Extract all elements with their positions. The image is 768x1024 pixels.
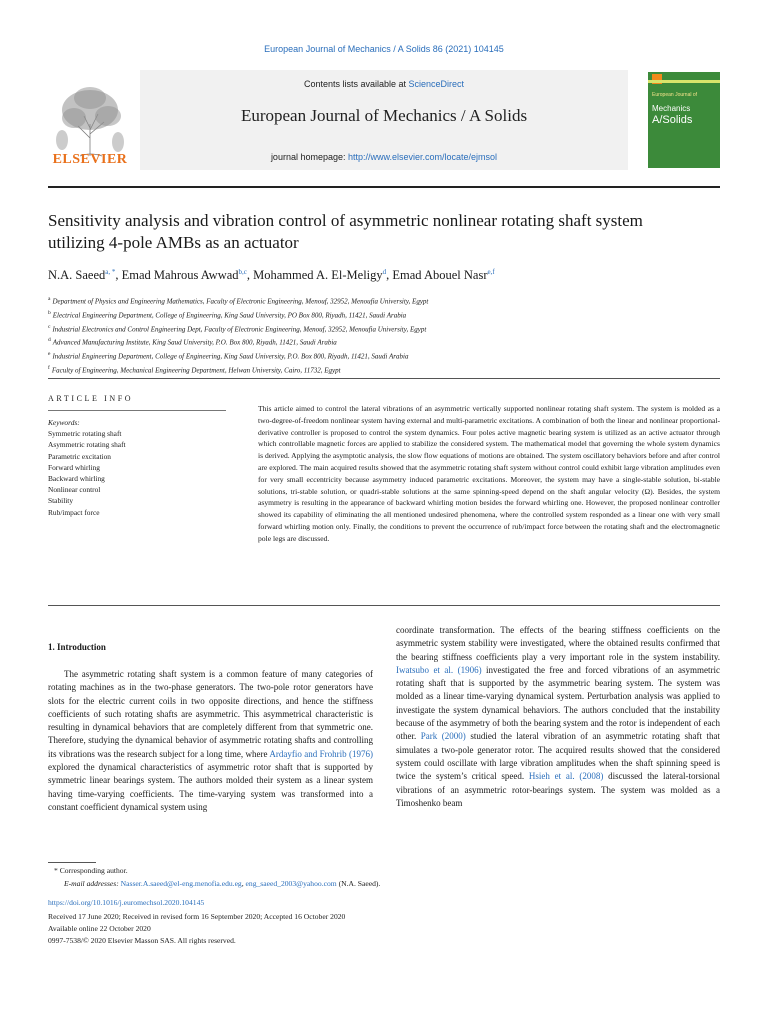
email-addresses <box>64 879 380 888</box>
keyword-list <box>48 428 228 518</box>
keywords-heading: Keywords: <box>48 418 80 427</box>
affiliation-marker: a <box>48 296 51 302</box>
affiliation-marker: b <box>48 309 51 316</box>
article-info-rule <box>48 410 226 411</box>
author-affiliation-marker[interactable]: a, * <box>105 268 116 276</box>
intro-paragraph <box>48 668 373 814</box>
keyword: Symmetric rotating shaft <box>48 429 122 439</box>
sciencedirect-link[interactable]: ScienceDirect <box>408 79 465 89</box>
author-name[interactable]: Emad Abouel Nasr <box>392 268 488 282</box>
body-text: discussed the lateral-torsional vibrations of an asymmetric rotor-bearings system. The system was molded as a Timoshenko beam <box>396 771 720 808</box>
affiliation <box>48 335 720 349</box>
affiliation-text: Industrial Electronics and Control Engineering Dept, Faculty of Electronic Engineering, Menouf, 32952, Menoufia University, Egypt <box>52 324 427 333</box>
email-suffix: (N.A. Saeed). <box>336 879 381 888</box>
body-text: investigated the free and forced vibrations of an asymmetric rotating shaft that is supported by the asymmetric bearing system. The system was molded as a linear time-varying dynamical system. Perturbation analysis was applied to investigate the system dynamical behaviors. The authors concluded that the instability because of the asymmetry of both the bearing system and the rotor is independent of each other. <box>396 664 721 742</box>
affiliation <box>48 294 720 308</box>
keyword: Backward whirling <box>48 474 105 484</box>
email-label: E-mail addresses: <box>64 879 121 888</box>
body-text: explored the dynamical characteristics of asymmetric rotor shaft that is supported by symmetric linear bearings system. The authors molded their system as a linear system having time-varying coefficients. The time-varying system was transformed into a constant coefficient dynamical system using <box>48 762 373 812</box>
citation-link[interactable]: Iwatsubo et al. (1906) <box>396 664 482 675</box>
publisher-wordmark: ELSEVIER <box>52 152 128 167</box>
author-affiliation-marker[interactable]: e,f <box>487 268 495 276</box>
footnote-rule <box>48 862 96 863</box>
affiliation <box>48 308 720 322</box>
affiliation <box>48 322 720 336</box>
keywords-block <box>48 417 228 518</box>
paper-title: Sensitivity analysis and vibration control of asymmetric nonlinear rotating shaft system utilizing 4-pole AMBs as an actuator <box>48 211 643 252</box>
affiliation-text: Department of Physics and Engineering Mathematics, Faculty of Electronic Engineering, Menouf, 32952, Menoufia University, Egypt <box>52 297 429 306</box>
citation-link[interactable]: Hsieh et al. (2008) <box>528 771 604 782</box>
keyword: Forward whirling <box>48 462 100 472</box>
cover-line-3: A/Solids <box>652 114 693 126</box>
cover-stripe <box>648 80 720 83</box>
citation-link[interactable]: Park (2000) <box>420 731 466 742</box>
email-link-1[interactable]: Nasser.A.saeed@el-eng.menofia.edu.eg <box>120 879 242 888</box>
contents-prefix: Contents lists available at <box>303 79 409 89</box>
homepage-prefix: journal homepage: <box>270 152 348 162</box>
contents-line <box>140 79 628 89</box>
journal-banner <box>48 70 720 170</box>
homepage-line <box>140 152 628 162</box>
affiliation-text: Electrical Engineering Department, College of Engineering, King Saud University, PO Box 800, Riyadh, 11421, Saudi Arabia <box>52 311 407 320</box>
body-text: studied the lateral vibration of an asymmetric rotating shaft that simulates a two-pole generator rotor. The acquired results showed that the considered system could oscillate with large vibration amplitudes when the shaft spinning speed is twice the system’s critical speed. <box>396 731 721 782</box>
author-list: N.A. Saeed$^{a, *}$, Emad Mahrous Awwad$^{b,c}$, Mohammed A. El-Meligy$^d$, Emad Abouel Nasr$^{e,f}$ <box>48 268 495 282</box>
affiliation-marker: c <box>48 323 51 330</box>
author-name[interactable]: Emad Mahrous Awwad <box>121 268 239 282</box>
doi-link[interactable]: https://doi.org/10.1016/j.euromechsol.2020.104145 <box>48 898 205 907</box>
keyword: Nonlinear control <box>48 485 101 495</box>
affiliation-text: Faculty of Engineering, Mechanical Engineering Department, Helwan University, Cairo, 11732, Egypt <box>51 366 341 375</box>
author-name[interactable]: N.A. Saeed <box>48 268 106 282</box>
body-text: coordinate transformation. The effects of the bearing stiffness coefficients on the asymmetric system stability were investigated, where the obtained results confirmed that the bearing stiffness coefficients play a very important role in the system instability. <box>396 625 720 662</box>
abstract-text: This article aimed to control the lateral vibrations of an asymmetric vertically supported nonlinear rotating shaft system. The system is molded as a two-degree-of-freedom nonlinear system having external and multi-parametric excitations. A combination of both the linear and nonlinear proportional-derivative controller is proposed to control the system dynamics. Four poles active magnetic bearing system is utilized as an active actuator through which controllable magnetic forces are applied to stabilize the considered system. The mathematical model that governing the whole system dynamics is derived. Applying the asymptotic analysis, the slow flow equations of motions are obtained. The system oscillatory behaviors before and after control are explored. The main acquired results showed that the asymmetric rotating shaft system without control could exhibit large vibration amplitudes even for very small eccentricity because asymmetry induced parametric excitations. Moreover, the system may have a single-stable solution, bi-stable solutions, tri-stable solution, or quadri-stable solutions at the same spinning-speed depend on the shaft angular velocity (Ω). Besides, the system asymmetry is resulting in the appearance of backward whirling motion besides the forward whirling one. However, the proposed nonlinear controller showed its capability of eliminating the all mentioned undesired phenomena, where the controlled system responded as a linear one with very small forward whirling motion only. Finally, the conditions to prevent the occurrence of rub/impact force between the rotating shaft and the electromagnetic pole legs are discussed. <box>258 404 720 543</box>
journal-cover-image[interactable] <box>648 72 720 168</box>
journal-header-box <box>140 70 628 170</box>
cover-line-2: Mechanics <box>652 104 691 113</box>
affiliation-marker: d <box>48 337 51 344</box>
intro-right-column <box>396 624 720 810</box>
cover-line-1: European Journal of <box>652 92 698 98</box>
journal-citation-link[interactable]: European Journal of Mechanics / A Solids 86 (2021) 104145 <box>264 44 504 54</box>
corresponding-author-note: * Corresponding author. <box>54 866 128 875</box>
affiliation-list <box>48 294 720 377</box>
section-divider-2 <box>48 605 720 606</box>
citation-link[interactable]: Ardayfio and Frohrib (1976) <box>269 748 373 759</box>
article-info-heading: ARTICLE INFO <box>48 394 134 403</box>
author-affiliation-marker[interactable]: b,c <box>238 268 247 276</box>
journal-title: European Journal of Mechanics / A Solids <box>240 106 528 125</box>
homepage-link[interactable]: http://www.elsevier.com/locate/ejmsol <box>348 152 498 162</box>
section-heading-introduction: 1. Introduction <box>48 642 106 652</box>
received-dates: Received 17 June 2020; Received in revised form 16 September 2020; Accepted 16 October 2020 <box>48 912 346 921</box>
author-affiliation-marker[interactable]: d <box>382 268 387 276</box>
keyword: Stability <box>48 496 74 506</box>
affiliation <box>48 363 720 377</box>
affiliation-text: Advanced Manufacturing Institute, King Saud University, P.O. Box 800, Riyadh, 11421, Saudi Arabia <box>52 338 337 347</box>
intro-left-column <box>48 668 373 814</box>
copyright-line: 0997-7538/© 2020 Elsevier Masson SAS. All rights reserved. <box>48 936 236 945</box>
body-text: The asymmetric rotating shaft system is a common feature of many categories of rotating machines as in the two-phase generators. The two-pole rotor generators have slots for the electric current coils in two opposite directions, and hence the stiffness coefficients of such rotating shafts are asymmetric. This asymmetrical characteristic is resulting in dynamical behaviors that are completely different from that symmetric one. Therefore, studying the dynamical behavior of asymmetric rotating shafts and controlling its vibrations was the research subject for a long time, where <box>48 669 373 759</box>
section-divider <box>48 378 720 379</box>
keyword: Rub/impact force <box>48 507 100 517</box>
header-divider <box>48 186 720 188</box>
keyword: Asymmetric rotating shaft <box>48 440 126 450</box>
affiliation-text: Industrial Engineering Department, College of Engineering, King Saud University, P.O. Box 800, Riyadh, 11421, Saudi Arabia <box>52 352 409 361</box>
keyword: Parametric excitation <box>48 451 111 461</box>
available-online-date: Available online 22 October 2020 <box>48 924 151 933</box>
affiliation-marker: f <box>48 365 50 372</box>
email-separator: , <box>241 879 246 888</box>
affiliation <box>48 349 720 363</box>
affiliation-marker: e <box>48 351 51 358</box>
email-link-2[interactable]: eng_saeed_2003@yahoo.com <box>245 879 337 888</box>
author-name[interactable]: Mohammed A. El-Meligy <box>253 268 383 282</box>
